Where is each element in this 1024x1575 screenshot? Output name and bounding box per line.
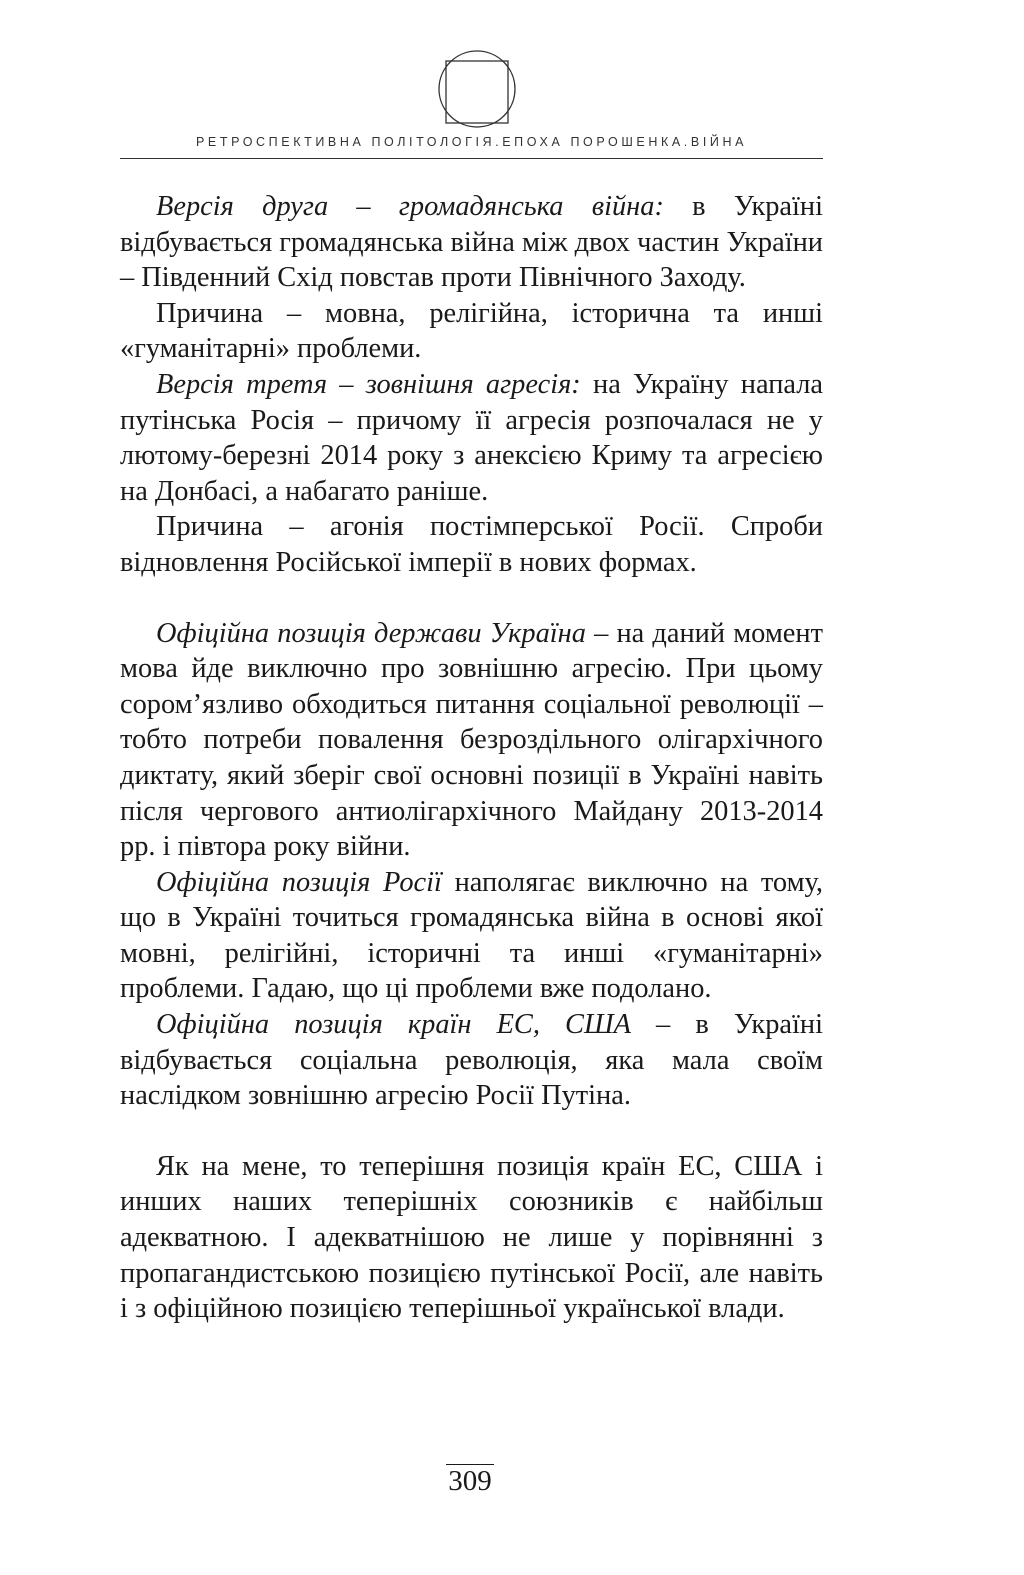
page-number-container (0, 1466, 940, 1496)
running-head: РЕТРОСПЕКТИВНА ПОЛІТОЛОГІЯ.ЕПОХА ПОРОШЕНКА.ВІЙНА (195, 135, 748, 149)
paragraph-text: – на даний момент мова йде виключно про зовнішню агресію. При цьому сором’язливо обходиться питання соціальної революції – тобто потреби повалення безроздільного олігархічного диктату, який зберіг свої основні позиції в Україні навіть після чергового антиолігархічного Майдану 2013-2014 рр. і півтора року війни. (120, 617, 824, 863)
paragraph-official-ukraine (120, 616, 823, 865)
circle-square-logo-icon (437, 49, 517, 129)
paragraph-official-russia (120, 865, 823, 1007)
paragraph-reason-one (120, 296, 823, 367)
paragraph-version-three (120, 367, 823, 509)
paragraph-text: Причина – мовна, релігійна, історична та инші «гуманітарні» проблеми. (120, 297, 823, 365)
paragraph-lead-italic: Версія третя – зовнішня агресія: (156, 368, 581, 400)
paragraph-text: Як на мене, то теперішня позиція країн ЕС, США і инших наших теперішніх союзників є найбільш адекватною. І адекватнішою не лише у порівнянні з пропагандистською позицією путінської Росії, але навіть і з офіційною позицією теперішньої української влади. (120, 1150, 823, 1325)
paragraph-text: на Україну напала путінська Росія – причому її агресія розпочалася не у лютому-березні 2014 року з анексією Криму та агресією на Донбасі, а набагато раніше. (120, 368, 824, 507)
paragraph-text: наполягає виключно на тому, що в Україні точиться громадянська війна в основі якої мовні, релігійні, історичні та инші «гуманітарні» проблеми. Гадаю, що ці проблеми вже подолано. (120, 866, 823, 1005)
paragraph-lead-italic: Офіційна позиція держави Україна (156, 617, 586, 649)
paragraph-official-eu-usa (120, 1007, 823, 1114)
paragraph-lead-italic: Версія друга – громадянська війна: (156, 191, 664, 222)
paragraph-reason-two (120, 509, 823, 580)
paragraph-lead-italic: Офіційна позиція країн ЕС, США (156, 1009, 631, 1041)
page-number: 309 (448, 1465, 492, 1497)
paragraph-text: – в Україні відбувається соціальна революція, яка мала своїм наслідком зовнішню агресію Росії Путіна. (120, 1009, 823, 1112)
header-rule (120, 158, 823, 159)
body-text (120, 189, 823, 1327)
paragraph-text: Причина – агонія постімперської Росії. Спроби відновлення Російської імперії в нових формах. (120, 511, 823, 578)
paragraph-author-opinion (120, 1149, 823, 1327)
paragraph-text: в Україні відбувається громадянська війна між двох частин України – Південний Схід повстав проти Північного Заходу. (120, 191, 823, 294)
paragraph-lead-italic: Офіційна позиція Росії (156, 866, 442, 898)
paragraph-version-two (120, 189, 823, 296)
